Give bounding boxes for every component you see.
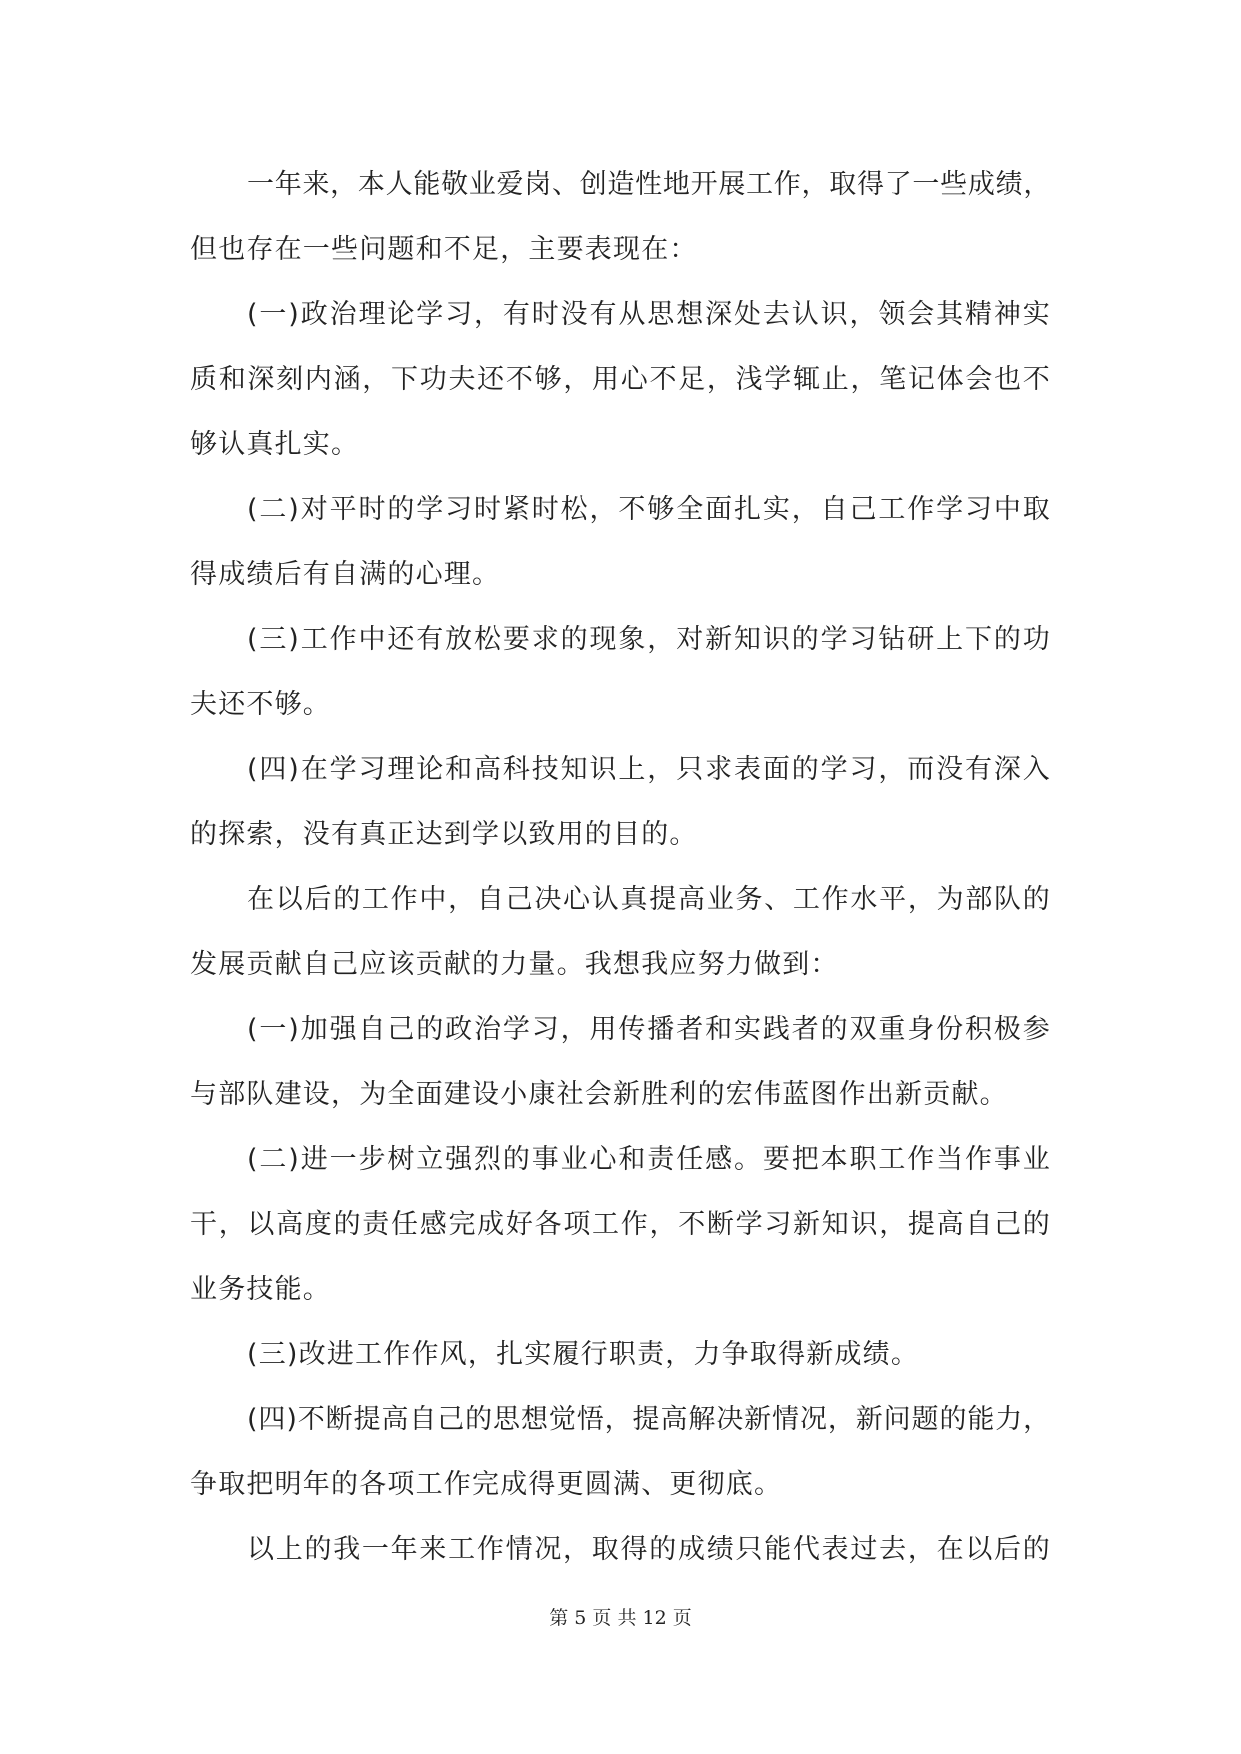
text-line: 夫还不够。 <box>190 689 331 720</box>
text-line: (一)加强自己的政治学习，用传播者和实践者的双重身份积极参 <box>247 1014 1051 1045</box>
text-line: 干，以高度的责任感完成好各项工作，不断学习新知识，提高自己的 <box>190 1209 1051 1240</box>
text-line: (一)政治理论学习，有时没有从思想深处去认识，领会其精神实 <box>247 299 1051 330</box>
paragraph <box>190 477 1051 607</box>
text-line: (四)在学习理论和高科技知识上，只求表面的学习，而没有深入 <box>247 754 1051 785</box>
text-line: (二)进一步树立强烈的事业心和责任感。要把本职工作当作事业 <box>247 1144 1051 1175</box>
paragraph <box>190 1322 1051 1387</box>
text-line: 与部队建设，为全面建设小康社会新胜利的宏伟蓝图作出新贡献。 <box>190 1079 1008 1110</box>
paragraph <box>190 997 1051 1127</box>
paragraph <box>190 607 1051 737</box>
paragraph <box>190 282 1051 477</box>
text-line: 够认真扎实。 <box>190 429 360 460</box>
page-number-label: 第 5 页 共 12 页 <box>549 1607 692 1629</box>
page-footer <box>0 1604 1241 1632</box>
text-line: 以上的我一年来工作情况，取得的成绩只能代表过去，在以后的 <box>247 1534 1051 1565</box>
paragraph <box>190 152 1051 282</box>
paragraph <box>190 737 1051 867</box>
text-line: 一年来，本人能敬业爱岗、创造性地开展工作，取得了一些成绩， <box>247 169 1051 200</box>
text-line: (三)改进工作作风，扎实履行职责，力争取得新成绩。 <box>247 1339 920 1370</box>
text-line: 业务技能。 <box>190 1274 331 1305</box>
paragraph <box>190 1517 1051 1582</box>
paragraph <box>190 1127 1051 1322</box>
paragraph <box>190 867 1051 997</box>
paragraph <box>190 1387 1051 1517</box>
text-line: (三)工作中还有放松要求的现象，对新知识的学习钻研上下的功 <box>247 624 1051 655</box>
text-line: 在以后的工作中，自己决心认真提高业务、工作水平，为部队的 <box>247 884 1051 915</box>
text-line: 质和深刻内涵，下功夫还不够，用心不足，浅学辄止，笔记体会也不 <box>190 364 1051 395</box>
text-line: (四)不断提高自己的思想觉悟，提高解决新情况，新问题的能力， <box>247 1404 1051 1435</box>
text-line: 发展贡献自己应该贡献的力量。我想我应努力做到： <box>190 949 839 980</box>
text-line: 争取把明年的各项工作完成得更圆满、更彻底。 <box>190 1469 783 1500</box>
text-line: 得成绩后有自满的心理。 <box>190 559 501 590</box>
text-line: (二)对平时的学习时紧时松，不够全面扎实，自己工作学习中取 <box>247 494 1051 525</box>
text-line: 但也存在一些问题和不足，主要表现在： <box>190 234 698 265</box>
document-body <box>190 152 1051 1582</box>
text-line: 的探索，没有真正达到学以致用的目的。 <box>190 819 698 850</box>
